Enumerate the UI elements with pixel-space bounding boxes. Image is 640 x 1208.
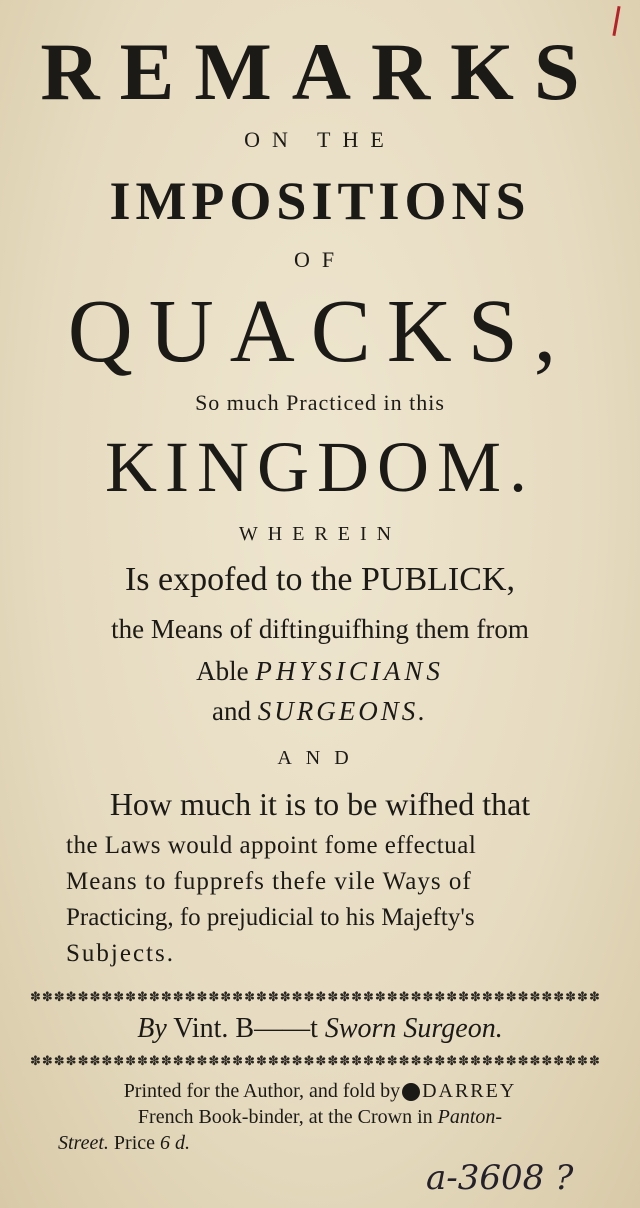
imprint-price: Price xyxy=(113,1132,156,1154)
imprint-panton: Panton- xyxy=(437,1106,503,1128)
body2-line4: Practicing, fo prejudicial to his Majefty's xyxy=(66,904,475,931)
and: AND xyxy=(277,747,363,769)
body1-l3-pre: Able xyxy=(196,656,256,686)
body2-line5: Subjects. xyxy=(66,940,175,967)
on-the: ON THE xyxy=(244,127,396,152)
title-impositions: IMPOSITIONS xyxy=(109,171,531,231)
ink-blot-icon xyxy=(402,1083,420,1101)
title-remarks: REMARKS xyxy=(40,26,600,117)
of: OF xyxy=(293,247,347,272)
title-quacks: QUACKS, xyxy=(67,282,573,381)
body1-l1: Is expofed to the PUBLICK, xyxy=(124,561,515,598)
byline-by: By xyxy=(137,1013,167,1044)
body1-line4 xyxy=(0,692,640,730)
imprint-line1 xyxy=(0,1078,640,1104)
imprint-line3 xyxy=(58,1130,458,1156)
body1-line1 xyxy=(0,558,640,602)
wherein: WHEREIN xyxy=(238,523,402,545)
byline-author: Vint. B——t xyxy=(173,1013,318,1044)
imprint-l1a: Printed for the Author, and fold by xyxy=(123,1080,401,1102)
imprint-street: Street. xyxy=(58,1132,109,1154)
body2-line3: Means to fupprefs thefe vile Ways of xyxy=(66,868,472,895)
body1-l2: the Means of diftinguifhing them from xyxy=(111,614,529,644)
body2-line2: the Laws would appoint fome effectual xyxy=(66,832,477,859)
byline-role: Sworn Surgeon. xyxy=(324,1013,503,1044)
body1-line3 xyxy=(0,652,640,690)
body1-line2 xyxy=(0,610,640,648)
title-kingdom: KINGDOM. xyxy=(105,427,535,507)
imprint-price-value: 6 d. xyxy=(160,1132,191,1154)
so-much-line: So much Practiced in this xyxy=(195,390,445,415)
byline xyxy=(0,1010,640,1048)
body1-l4-pre: and xyxy=(212,696,258,726)
imprint-l2a: French Book-binder, at the Crown in xyxy=(137,1106,433,1128)
ornament-rule-bottom: ✽✽✽✽✽✽✽✽✽✽✽✽✽✽✽✽✽✽✽✽✽✽✽✽✽✽✽✽✽✽✽✽✽✽✽✽✽✽✽✽✽✽✽✽✽✽✽✽ xyxy=(30,1054,601,1068)
imprint-darrey: DARREY xyxy=(422,1080,517,1102)
physicians: PHYSICIANS xyxy=(255,656,444,686)
handwritten-shelfmark: a-3608 ? xyxy=(426,1158,574,1198)
ornament-rule-top: ✽✽✽✽✽✽✽✽✽✽✽✽✽✽✽✽✽✽✽✽✽✽✽✽✽✽✽✽✽✽✽✽✽✽✽✽✽✽✽✽✽✽✽✽✽✽✽✽ xyxy=(30,990,601,1004)
imprint-line2 xyxy=(0,1104,640,1130)
surgeons: SURGEONS. xyxy=(257,696,428,726)
body2-line1: How much it is to be wifhed that xyxy=(109,786,531,822)
